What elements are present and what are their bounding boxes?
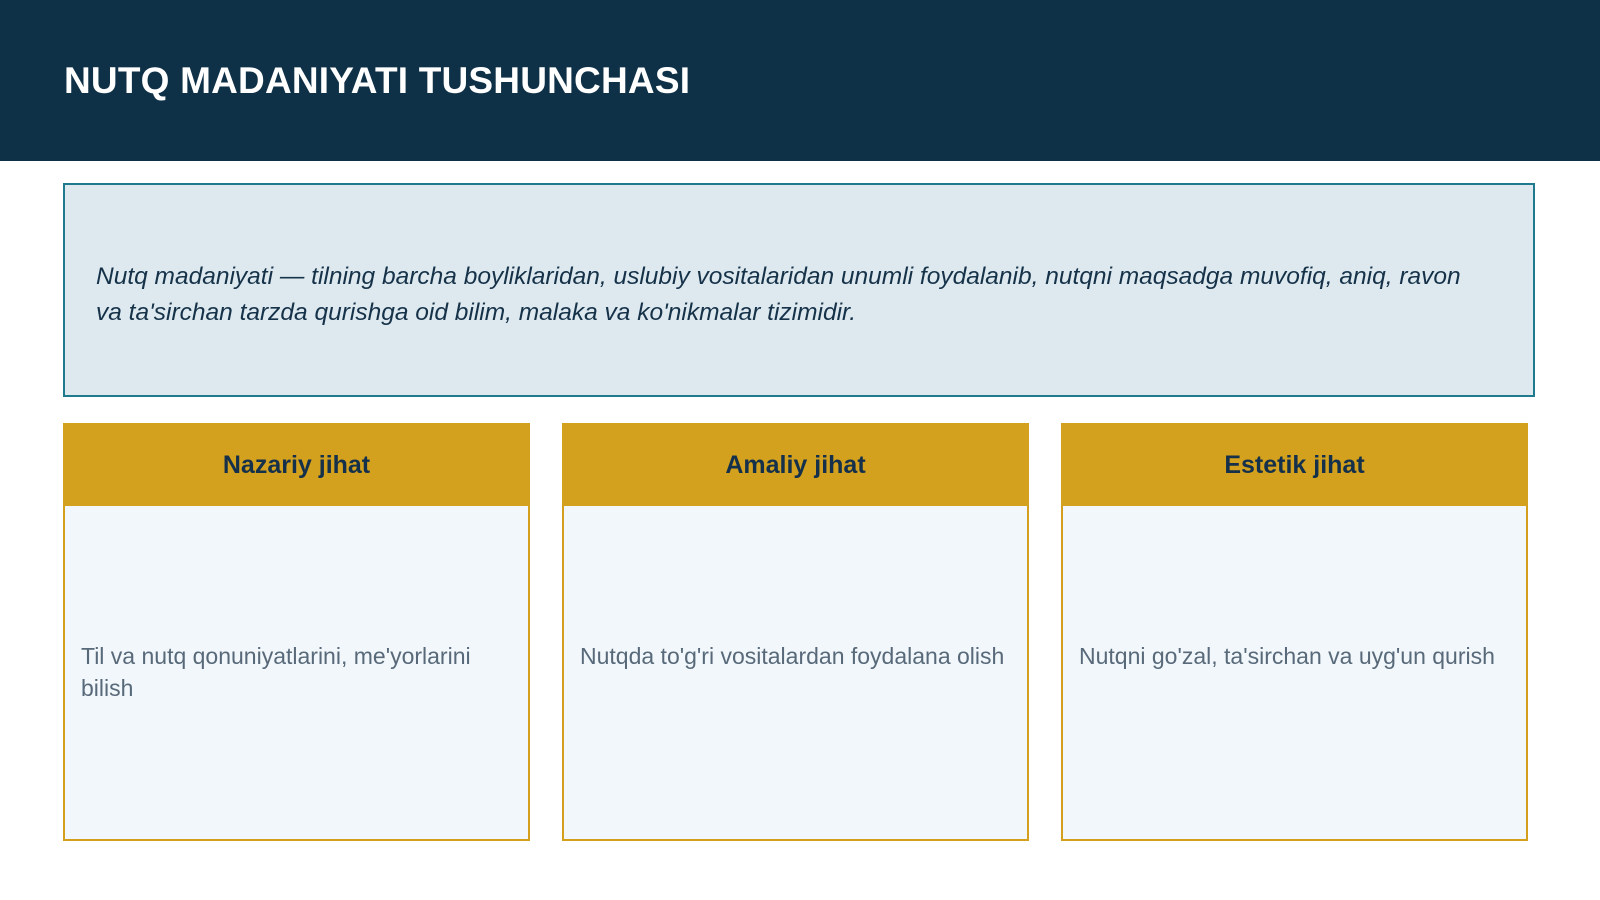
card-description: Til va nutq qonuniyatlarini, me'yorlarini bilish: [81, 643, 471, 701]
card-header: [1061, 423, 1528, 506]
slide-header: [0, 0, 1600, 161]
card-header: [562, 423, 1029, 506]
card-title: Amaliy jihat: [725, 450, 866, 479]
card-description: Nutqda to'g'ri vositalardan foydalana olish: [580, 643, 1005, 669]
definition-box: [63, 183, 1535, 397]
card-description: Nutqni go'zal, ta'sirchan va uyg'un qurish: [1079, 643, 1495, 669]
card-estetik-jihat: [1061, 423, 1528, 841]
card-header: [63, 423, 530, 506]
slide-title: NUTQ MADANIYATI TUSHUNCHASI: [64, 60, 691, 101]
card-amaliy-jihat: [562, 423, 1029, 841]
card-nazariy-jihat: [63, 423, 530, 841]
card-title: Estetik jihat: [1224, 450, 1365, 479]
definition-text: Nutq madaniyati — tilning barcha boyliklaridan, uslubiy vositalaridan unumli foydalanib, nutqni maqsadga muvofiq, aniq, ravon va ta'sirchan tarzda qurishga oid bilim, malaka va ko'nikmalar tizimidir.: [96, 263, 1461, 326]
card-title: Nazariy jihat: [222, 450, 371, 479]
